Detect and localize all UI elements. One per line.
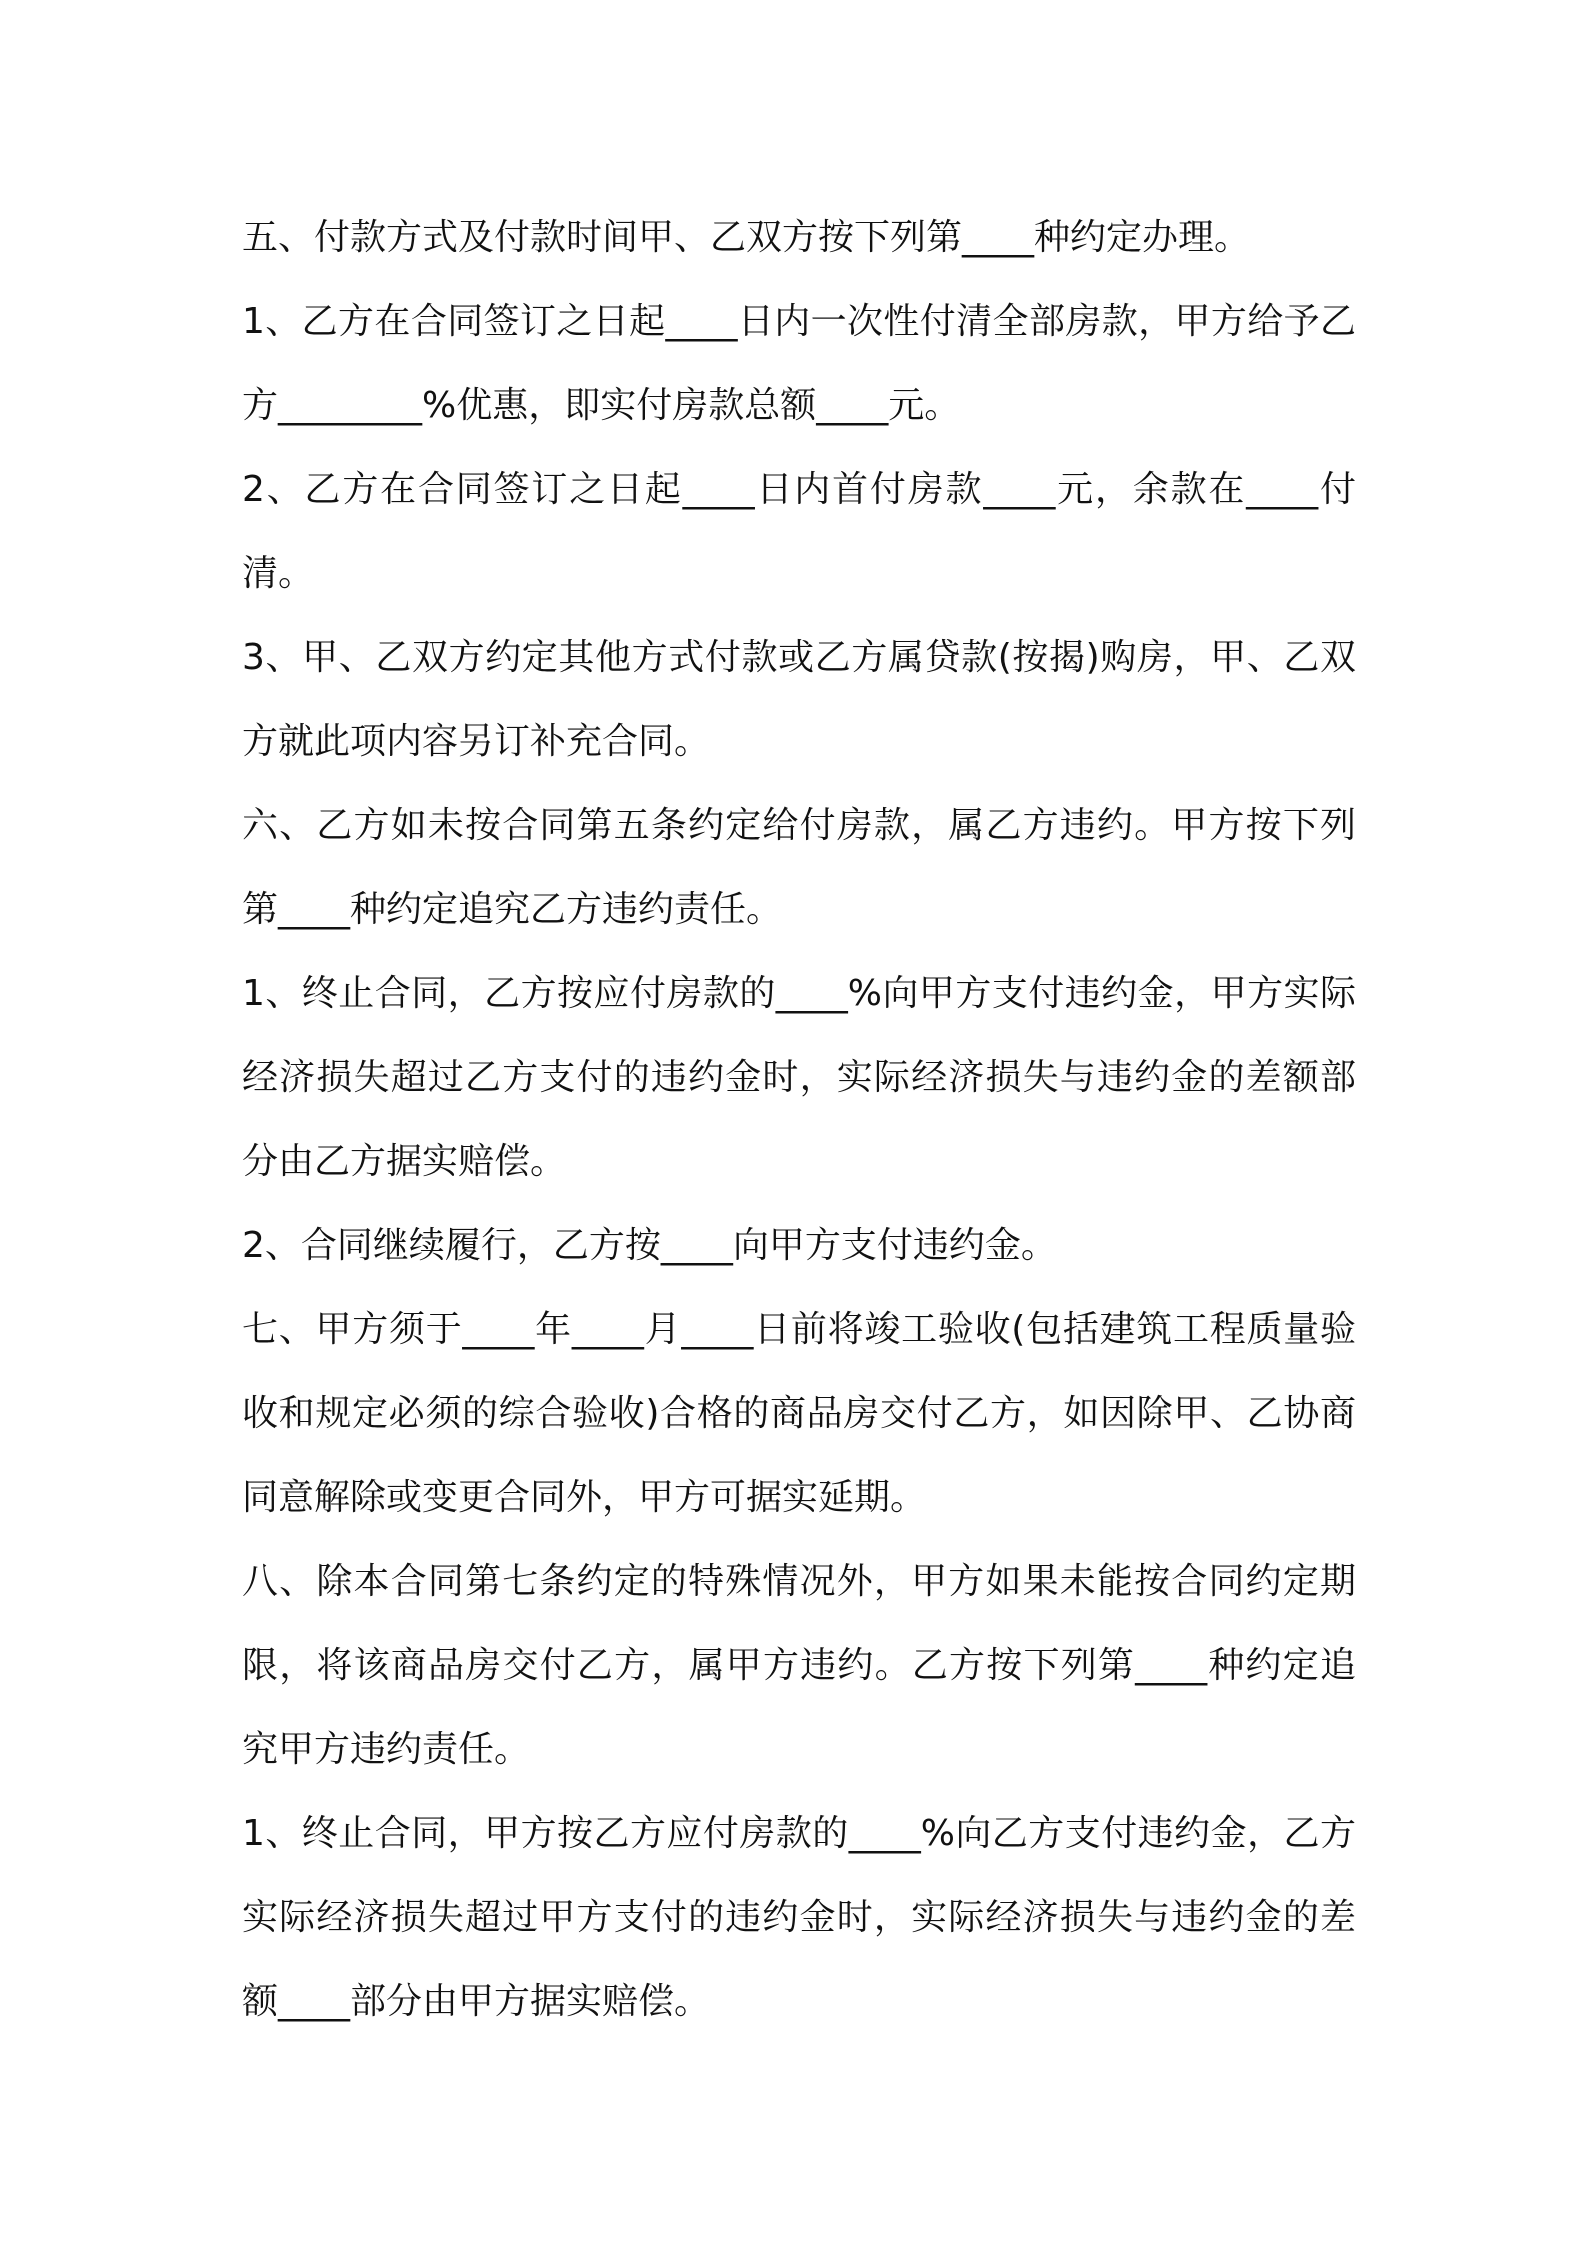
clause-7: 七、甲方须于____年____月____日前将竣工验收(包括建筑工程质量验收和规定必须的综合验收)合格的商品房交付乙方，如因除甲、乙协商同意解除或变更合同外，甲方可据实延期。 (242, 1309, 1356, 1518)
clause-5-item-3: 3、甲、乙双方约定其他方式付款或乙方属贷款(按揭)购房，甲、乙双方就此项内容另订补充合同。 (242, 637, 1356, 762)
contract-body (242, 196, 1356, 2044)
clause-8-heading: 八、除本合同第七条约定的特殊情况外，甲方如果未能按合同约定期限，将该商品房交付乙方，属甲方违约。乙方按下列第____种约定追究甲方违约责任。 (242, 1561, 1356, 1770)
clause-6-heading: 六、乙方如未按合同第五条约定给付房款，属乙方违约。甲方按下列第____种约定追究乙方违约责任。 (242, 805, 1356, 930)
clause-5-item-2: 2、乙方在合同签订之日起____日内首付房款____元，余款在____付清。 (242, 469, 1356, 594)
clause-6-item-2: 2、合同继续履行，乙方按____向甲方支付违约金。 (242, 1225, 1057, 1266)
clause-8-item-1: 1、终止合同，甲方按乙方应付房款的____%向乙方支付违约金，乙方实际经济损失超过甲方支付的违约金时，实际经济损失与违约金的差额____部分由甲方据实赔偿。 (242, 1813, 1356, 2022)
clause-6-item-1: 1、终止合同，乙方按应付房款的____%向甲方支付违约金，甲方实际经济损失超过乙方支付的违约金时，实际经济损失与违约金的差额部分由乙方据实赔偿。 (242, 973, 1356, 1182)
clause-5-item-1: 1、乙方在合同签订之日起____日内一次性付清全部房款，甲方给予乙方________%优惠，即实付房款总额____元。 (242, 301, 1356, 426)
clause-5-heading: 五、付款方式及付款时间甲、乙双方按下列第____种约定办理。 (242, 217, 1251, 258)
